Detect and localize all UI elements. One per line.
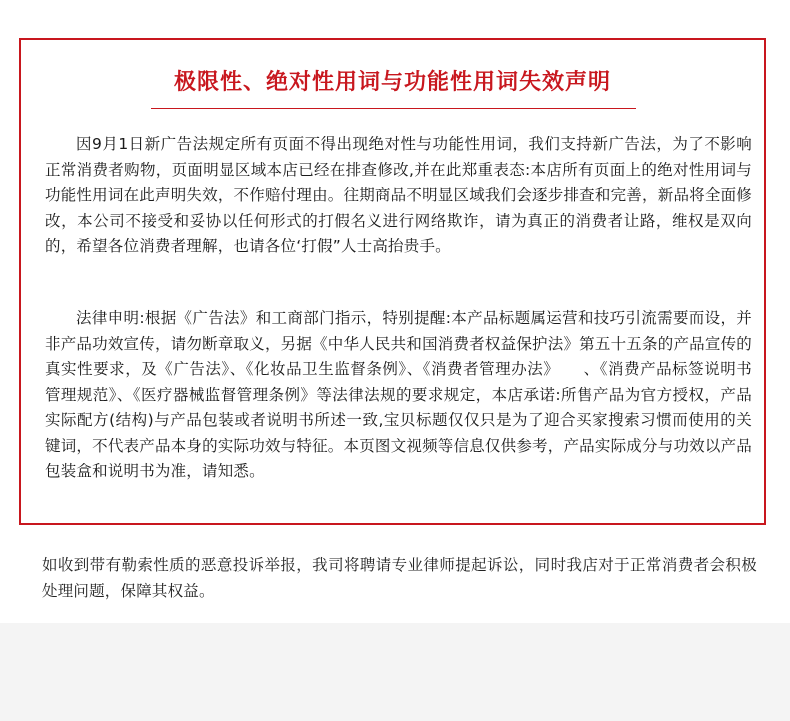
notice-title: 极限性、绝对性用词与功能性用词失效声明 [173,70,611,95]
bottom-background-band [0,623,790,721]
title-underline [151,108,636,109]
legal-statement-paragraph: 法律申明:根据《广告法》和工商部门指示，特别提醒:本产品标题属运营和技巧引流需要而设，并非产品功效宣传，请勿断章取义，另据《中华人民共和国消费者权益保护法》第五十五条的产品宣传的真实性要求，及《广告法》、《化妆品卫生监督条例》、《消费者管理办法》 、《消费产品标签说明书管理规范》、《医疗器械监督管理条例》等法律法规的要求规定，本店承诺:所售产品为官方授权，产品实际配方(结构)与产品包装或者说明书所述一致,宝贝标题仅仅只是为了迎合买家搜索习惯而使用的关键词，不代表产品本身的实际功效与特征。本页图文视频等信息仅供参考，产品实际成分与功效以产品包装盒和说明书为准，请知悉。 [45,309,752,480]
disclaimer-box [19,38,766,525]
notice-paragraph-1: 因9月1日新广告法规定所有页面不得出现绝对性与功能性用词，我们支持新广告法，为了不影响正常消费者购物，页面明显区域本店已经在排查修改,并在此郑重表态:本店所有页面上的绝对性用词与功能性用词在此声明失效，不作赔付理由。往期商品不明显区域我们会逐步排查和完善，新品将全面修改，本公司不接受和妥协以任何形式的打假名义进行网络欺诈，请为真正的消费者让路，维权是双向的，希望各位消费者理解，也请各位‘打假”人士高抬贵手。 [45,135,752,255]
complaint-warning-text: 如收到带有勒索性质的恶意投诉举报，我司将聘请专业律师提起诉讼，同时我店对于正常消费者会积极处理问题，保障其权益。 [42,556,757,600]
